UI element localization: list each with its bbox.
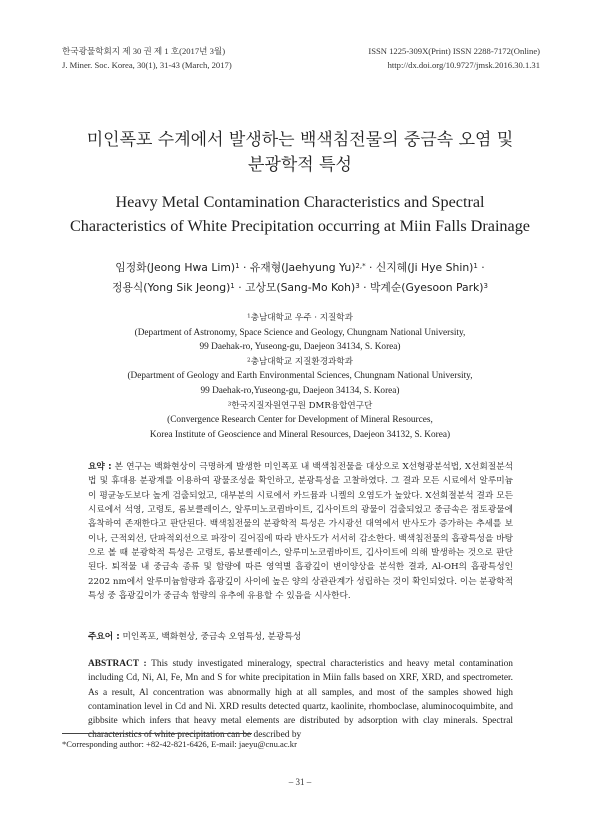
author-name: 신지혜(Ji Hye Shin) (375, 261, 474, 274)
author-separator: · (239, 261, 250, 274)
abstract-korean-text: 본 연구는 백화현상이 극명하게 발생한 미인폭포 내 백색침전물을 대상으로 X선형광분석법, X선회절분석법 및 휴대용 분광계를 이용하여 광물조성을 확인하고, 분광특성을 고찰하였다. 그 결과 모든 시료에서 알루미늄이 평균농도보다 높게 검출되었고, 대부분의 시료에서 카드뮴과 니켈의 오염도가 높았다. X선회절분석 결과 모든 시료에서 석영, 고령토, 롬보클레이스, 알루미노코큄바이트, 깁사이트의 광물이 검출되었고 중금속은 점토광물에 흡착하여 존재한다고 판단된다. 백색침전물의 분광학적 특성은 가시광선 대역에서 반사도가 증가하는 추세를 보이나, 근적외선, 단파적외선으로 파장이 길어짐에 따라 반사도가 서서히 감소한다. 백색침전물의 흡광특성을 바탕으로 볼 때 분광학적 특성은 고령토, 롬보클레이스, 알루미노코큄바이트, 깁사이트에 의해 발생하는 것으로 판단된다. 퇴적물 내 중금속 종류 및 함량에 따른 영역별 흡광깊이 변이양상을 분석한 결과, Al-OH의 흡광특성인 2202 nm에서 알루미늄함량과 흡광깊이 사이에 높은 양의 상관관계가 성립하는 것이 확인되었다. 이는 분광학적 특성 중 흡광깊이가 중금속 함량의 유추에 유용할 수 있음을 시사한다. (88, 462, 513, 602)
title-korean-line2: 분광학적 특성 (248, 155, 352, 175)
author-name: 유재형(Jaehyung Yu) (249, 261, 356, 274)
author-name: 박계순(Gyesoon Park) (369, 281, 484, 294)
title-korean-line1: 미인폭포 수계에서 발생하는 백색침전물의 중금속 오염 및 (86, 130, 514, 150)
title-english-line1: Heavy Metal Contamination Characteristics and Spectral (115, 193, 485, 211)
journal-header-right (368, 44, 540, 72)
author-affil-mark: 1 (235, 260, 240, 270)
author-affil-mark: 3 (355, 280, 360, 290)
journal-name-kr: 한국광물학회지 제 30 권 제 1 호(2017년 3월) (62, 46, 226, 56)
author-affil-mark: 1 (473, 260, 478, 270)
keywords-label: 주요어 : (88, 632, 120, 642)
affiliation-3-line1: (Convergence Research Center for Development of Mineral Resources, (167, 415, 433, 426)
author-name: 정용식(Yong Sik Jeong) (112, 281, 231, 294)
title-english-line2: Characteristics of White Precipitation occurring at Miin Falls Drainage (69, 217, 530, 235)
footnote-divider (62, 733, 252, 734)
corresponding-author-footnote: *Corresponding author: +82-42-821-6426, E-mail: jaeyu@cnu.ac.kr (62, 739, 297, 749)
affiliation-2-kr: $^2$충남대학교 지질환경과학과 (247, 356, 353, 367)
title-english (40, 190, 560, 238)
abstract-english-label: ABSTRACT : (88, 659, 147, 669)
affiliation-3-line2: Korea Institute of Geoscience and Mineral Resources, Daejeon 34132, S. Korea) (149, 429, 451, 440)
affiliations (40, 311, 560, 442)
abstract-english-text: This study investigated mineralogy, spectral characteristics and heavy metal contamination including Cd, Ni, Al, Fe, Mn and S for white precipitation in Miin falls based on XRF, XRD, and spectrometer. As a result, Al concentration was abnormally high at all samples, and most of the samples showed high contamination level in Cd and Ni. XRD results detected quartz, kaolinite, rhomboclase, aluminocoquimbite, and gibbsite which infers that heavy metal elements are distributed by adsorption with clay minerals. Spectral characteristics of white precipitation can be described by (88, 659, 513, 741)
affiliation-3-kr: $^3$한국지질자원연구원 DMR융합연구단 (227, 400, 373, 411)
affiliation-2-line2: 99 Daehak-ro,Yuseong-gu, Daejeon 34134, S. Korea) (200, 385, 400, 396)
keywords-text: 미인폭포, 백화현상, 중금속 오염특성, 분광특성 (119, 632, 302, 642)
author-line-1 (40, 258, 560, 278)
affiliation-2-line1: (Department of Geology and Earth Environmental Sciences, Chungnam National University, (127, 371, 473, 382)
affiliation-1-line1: (Department of Astronomy, Space Science and Geology, Chungnam National University, (134, 327, 466, 338)
keywords-korean (88, 630, 513, 644)
journal-citation-en: J. Miner. Soc. Korea, 30(1), 31-43 (March, 2017) (62, 60, 232, 70)
issn: ISSN 1225-309X(Print) ISSN 2288-7172(Online) (368, 46, 540, 56)
abstract-korean-label: 요약 : (88, 462, 112, 472)
affiliation-1-line2: 99 Daehak-ro, Yuseong-gu, Daejeon 34134, S. Korea) (199, 342, 401, 353)
author-affil-mark: 2,* (355, 260, 366, 270)
author-separator: · (477, 261, 485, 274)
title-korean (40, 128, 560, 178)
author-separator: · (234, 281, 246, 294)
author-line-2 (40, 278, 560, 298)
journal-header-left (62, 44, 232, 72)
doi-link[interactable]: http://dx.doi.org/10.9727/jmsk.2016.30.1.31 (387, 60, 540, 70)
author-name: 임정화(Jeong Hwa Lim) (115, 261, 236, 274)
author-affil-mark: 3 (483, 280, 488, 290)
page-number: – 31 – (288, 777, 312, 787)
author-affil-mark: 1 (230, 280, 235, 290)
author-separator: · (365, 261, 376, 274)
author-list (40, 258, 560, 298)
abstract-english (88, 657, 513, 743)
abstract-korean (88, 460, 513, 603)
author-separator: · (359, 281, 370, 294)
affiliation-1-kr: $^1$충남대학교 우주 · 지질학과 (247, 313, 353, 323)
author-name: 고상모(Sang-Mo Koh) (245, 281, 356, 294)
